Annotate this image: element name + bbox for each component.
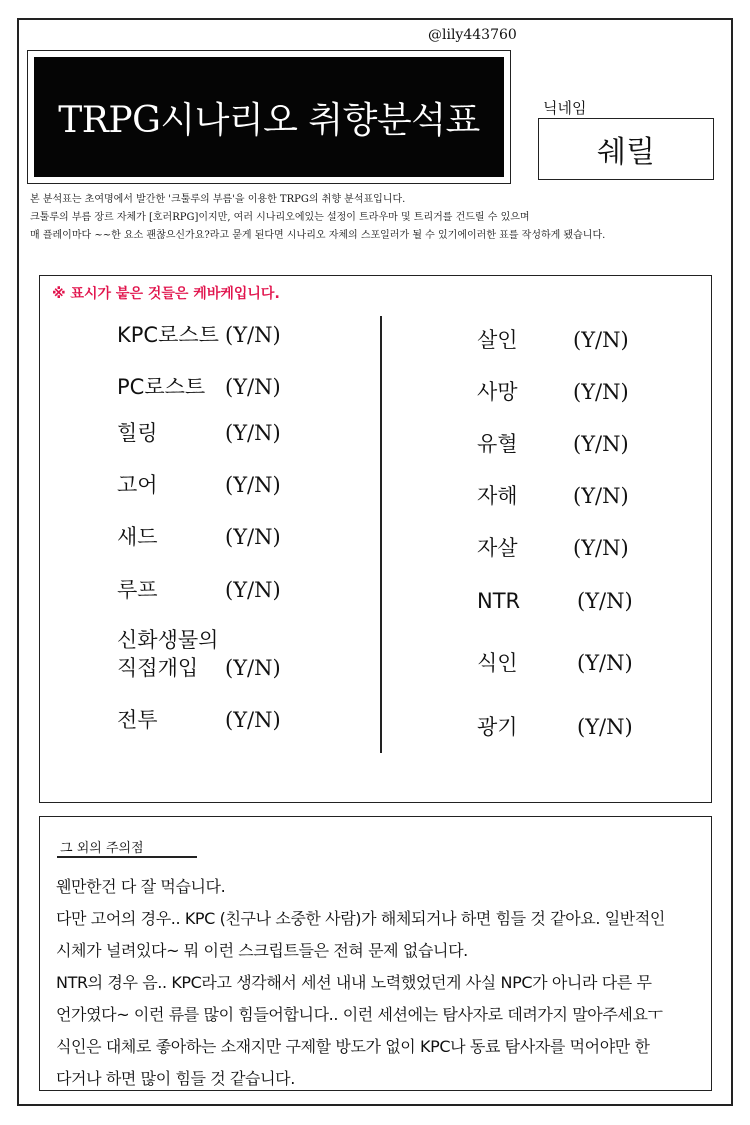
yn-choice[interactable]: (Y/N) — [577, 589, 633, 613]
notes-line-text: NTR의 경우 음.. KPC라고 생각해서 세션 내내 노력했었던게 사실 NPC가 아니라 다른 무 — [56, 973, 652, 992]
item-label: 자살 — [477, 536, 518, 560]
author-handle: @lily443760 — [428, 27, 517, 43]
item-label: 살인 — [477, 328, 518, 352]
yn-choice[interactable]: (Y/N) — [573, 536, 629, 560]
notes-line-text: 언가였다~ 이런 류를 많이 힘들어합니다.. 이런 세션에는 탐사자로 데려가지 말아주세요ㅜ — [56, 1005, 663, 1024]
yn-choice[interactable]: (Y/N) — [573, 380, 629, 404]
page-title: TRPG시나리오 취향분석표 — [58, 99, 480, 141]
notes-body — [56, 871, 711, 1095]
caseby-case-notice: ※ 표시가 붙은 것들은 케바케입니다. — [52, 286, 280, 302]
yn-choice[interactable]: (Y/N) — [577, 651, 633, 675]
item-death — [477, 378, 629, 406]
item-label: KPC로스트 — [117, 323, 219, 347]
notes-line-text: 시체가 널려있다~ 뭐 이런 스크립트들은 전혀 문제 없습니다. — [56, 941, 468, 960]
yn-choice[interactable]: (Y/N) — [225, 525, 281, 549]
title-box — [27, 50, 511, 184]
yn-choice[interactable]: (Y/N) — [225, 323, 281, 347]
notes-line-text: 다거나 하면 많이 힘들 것 같습니다. — [56, 1069, 295, 1088]
notes-underline — [57, 856, 197, 858]
item-cannibalism — [477, 649, 633, 677]
notes-box — [39, 816, 712, 1091]
item-ntr — [477, 587, 633, 615]
description — [30, 191, 720, 245]
item-label: NTR — [477, 589, 521, 613]
yn-choice[interactable]: (Y/N) — [225, 375, 281, 399]
item-gore — [117, 471, 281, 499]
yn-choice[interactable]: (Y/N) — [577, 715, 633, 739]
item-combat — [117, 706, 281, 734]
item-healing — [117, 419, 281, 447]
item-loop — [117, 576, 281, 604]
nickname-label: 닉네임 — [543, 99, 587, 117]
item-pc-lost — [117, 373, 281, 401]
title-banner — [34, 57, 504, 177]
nickname-box: 쉐릴 — [538, 118, 714, 180]
yn-choice[interactable]: (Y/N) — [573, 432, 629, 456]
item-label: 자해 — [477, 484, 518, 508]
yn-choice[interactable]: (Y/N) — [225, 578, 281, 602]
column-divider — [380, 316, 382, 753]
notes-line-text: 식인은 대체로 좋아하는 소재지만 구제할 방도가 없이 KPC나 동료 탐사자를 먹어야만 한 — [56, 1037, 650, 1056]
notes-heading: 그 외의 주의점 — [60, 841, 144, 856]
item-bloodshed — [477, 430, 629, 458]
item-self-harm — [477, 482, 629, 510]
item-label: 식인 — [477, 651, 518, 675]
item-label: PC로스트 — [117, 375, 206, 399]
notes-line-text: 다만 고어의 경우.. KPC (친구나 소중한 사람)가 해체되거나 하면 힘들 것 같아요. 일반적인 — [56, 909, 665, 928]
item-label-line2: 직접개입 — [117, 656, 199, 680]
yn-choice[interactable]: (Y/N) — [225, 656, 281, 680]
item-kpc-lost — [117, 321, 281, 349]
item-label: 유혈 — [477, 432, 518, 456]
yn-choice[interactable]: (Y/N) — [225, 473, 281, 497]
yn-choice[interactable]: (Y/N) — [573, 484, 629, 508]
item-label: 새드 — [117, 525, 158, 549]
item-mythos-intervention — [117, 626, 281, 682]
yn-choice[interactable]: (Y/N) — [573, 328, 629, 352]
item-label: 고어 — [117, 473, 158, 497]
item-label: 루프 — [117, 578, 158, 602]
item-madness — [477, 713, 633, 741]
description-line: 본 분석표는 초여명에서 발간한 '크툴루의 부름'을 이용한 TRPG의 취향 분석표입니다. — [30, 194, 406, 205]
item-label: 힐링 — [117, 421, 158, 445]
description-line: 매 플레이마다 ~~한 요소 괜찮으신가요?라고 묻게 된다면 시나리오 자체의 스포일러가 될 수 있기에이러한 표를 작성하게 됐습니다. — [30, 230, 606, 241]
item-label: 사망 — [477, 380, 518, 404]
item-suicide — [477, 534, 629, 562]
preference-table — [39, 275, 712, 803]
notes-line-text: 웬만한건 다 잘 먹습니다. — [56, 877, 226, 896]
item-sad — [117, 523, 281, 551]
yn-choice[interactable]: (Y/N) — [225, 421, 281, 445]
item-label: 전투 — [117, 708, 158, 732]
description-line: 크툴루의 부름 장르 자체가 [호러RPG]이지만, 여러 시나리오에있는 설정이 트라우마 및 트리거를 건드릴 수 있으며 — [30, 212, 530, 223]
yn-choice[interactable]: (Y/N) — [225, 708, 281, 732]
item-label: 광기 — [477, 715, 518, 739]
item-murder — [477, 326, 629, 354]
item-label: 신화생물의 — [117, 628, 219, 652]
